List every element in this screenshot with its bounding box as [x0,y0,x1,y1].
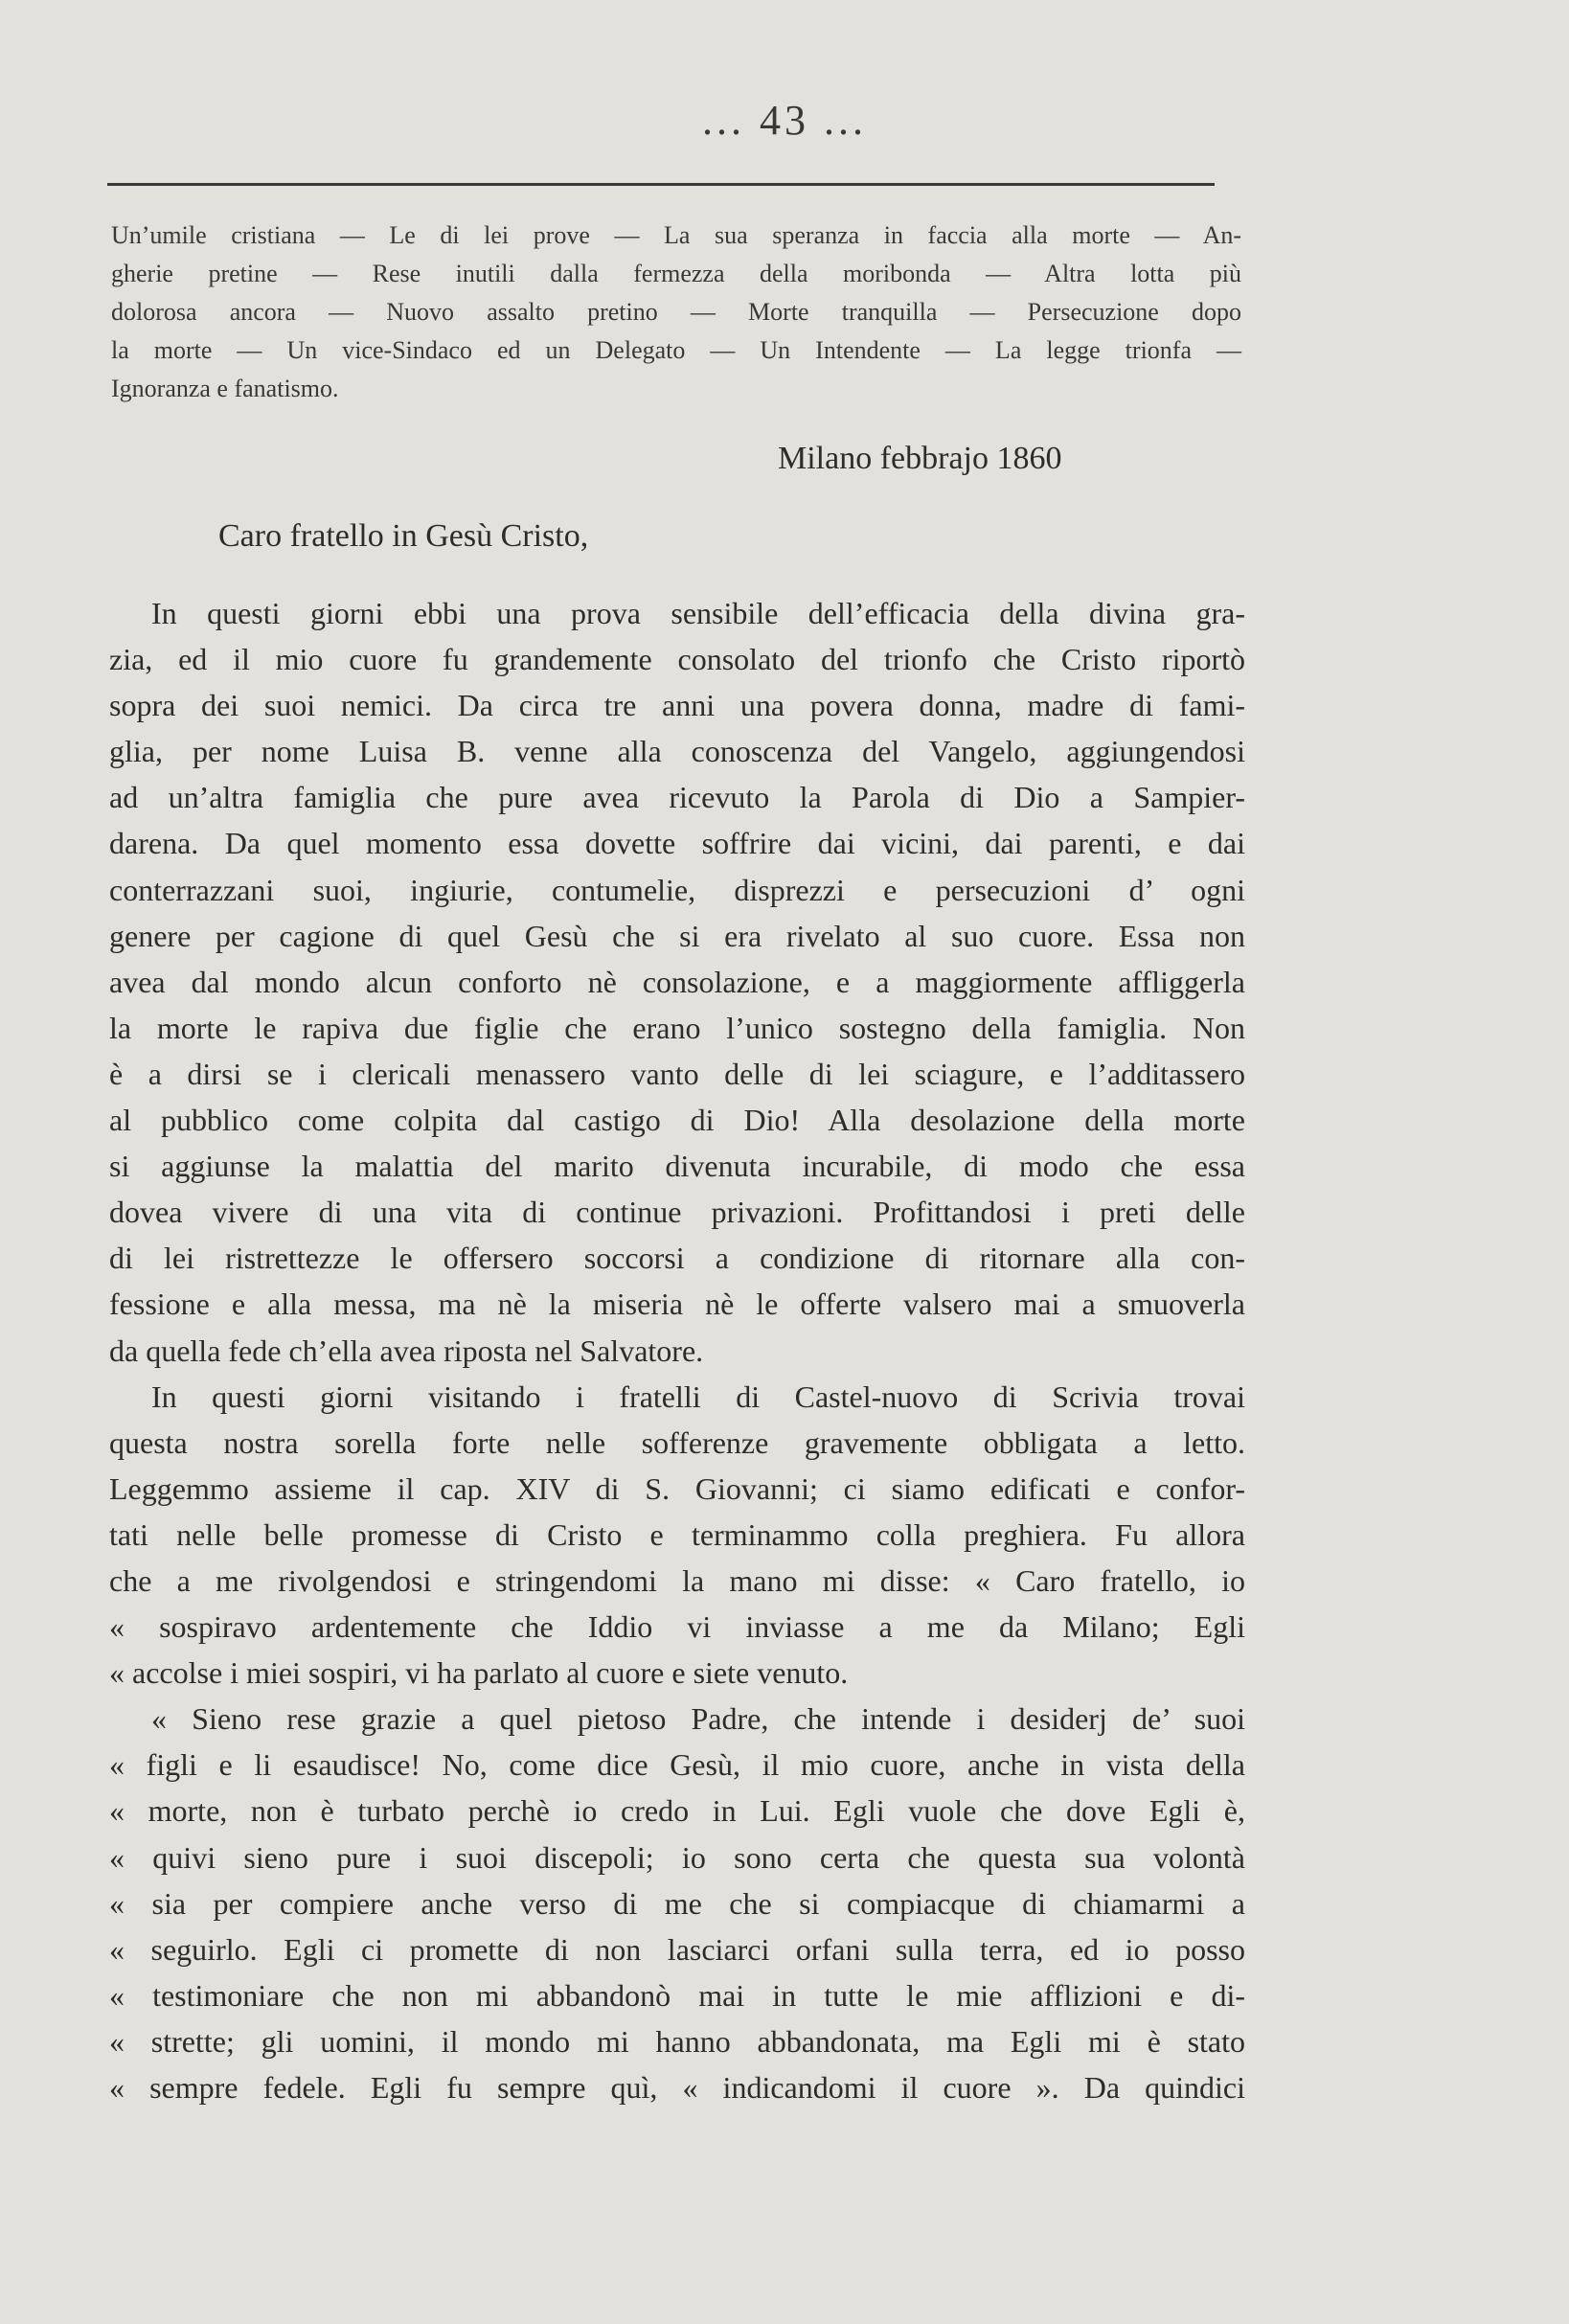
body-line: In questi giorni visitando i fratelli di Castel-nuovo di Scrivia trovai [151,1378,1245,1414]
body-line: glia, per nome Luisa B. venne alla conoscenza del Vangelo, aggiungendosi [109,734,1245,769]
summary-line: gherie pretine — Rese inutili dalla fermezza della moribonda — Altra lotta più [111,260,1241,287]
header-rule [107,183,1215,186]
body-line: zia, ed il mio cuore fu grandemente consolato del trionfo che Cristo riportò [109,642,1245,677]
page-number: ... 43 ... [702,97,867,144]
letter-salutation: Caro fratello in Gesù Cristo, [218,518,589,554]
body-line: « morte, non è turbato perchè io credo in Lui. Egli vuole che dove Egli è, [109,1793,1245,1829]
body-line: conterrazzani suoi, ingiurie, contumelie, disprezzi e persecuzioni d’ ogni [109,872,1245,907]
body-line: « sospiravo ardentemente che Iddio vi inviasse a me da Milano; Egli [109,1609,1245,1645]
body-line: questa nostra sorella forte nelle sofferenze gravemente obbligata a letto. [109,1424,1245,1460]
body-line: al pubblico come colpita dal castigo di Dio! Alla desolazione della morte [109,1103,1245,1138]
body-line: « quivi sieno pure i suoi discepoli; io sono certa che questa sua volontà [109,1839,1245,1875]
body-line: tati nelle belle promesse di Cristo e terminammo colla preghiera. Fu allora [109,1516,1245,1552]
letter-body [109,590,1245,2110]
summary-line: la morte — Un vice-Sindaco ed un Delegato — Un Intendente — La legge trionfa — [111,336,1241,364]
summary-line: Un’umile cristiana — Le di lei prove — La sua speranza in faccia alla morte — An- [111,221,1241,249]
body-line: genere per cagione di quel Gesù che si era rivelato al suo cuore. Essa non [109,918,1245,953]
summary-line: Ignoranza e fanatismo. [111,375,339,402]
body-line: ad un’altra famiglia che pure avea ricevuto la Parola di Dio a Sampier- [109,780,1245,815]
body-line: « seguirlo. Egli ci promette di non lasciarci orfani sulla terra, ed io posso [109,1931,1245,1967]
body-line: che a me rivolgendosi e stringendomi la mano mi disse: « Caro fratello, io [109,1562,1245,1598]
body-line: « sempre fedele. Egli fu sempre quì, « indicandomi il cuore ». Da quindici [109,2070,1245,2105]
summary-line: dolorosa ancora — Nuovo assalto pretino — Morte tranquilla — Persecuzione dopo [111,298,1241,326]
body-line: « testimoniare che non mi abbandonò mai in tutte le mie afflizioni e di- [109,1977,1245,2013]
body-line: è a dirsi se i clericali menassero vanto delle di lei sciagure, e l’additassero [109,1056,1245,1091]
body-line: di lei ristrettezze le offersero soccorsi a condizione di ritornare alla con- [109,1241,1245,1276]
letter-place-date: Milano febbrajo 1860 [778,441,1062,476]
body-line: da quella fede ch’ella avea riposta nel Salvatore. [109,1333,704,1368]
chapter-summary [111,216,1241,408]
body-line: fessione e alla messa, ma nè la miseria nè le offerte valsero mai a smuoverla [109,1287,1245,1322]
body-line: sopra dei suoi nemici. Da circa tre anni una povera donna, madre di fami- [109,688,1245,723]
body-line: « figli e li esaudisce! No, come dice Gesù, il mio cuore, anche in vista della [109,1747,1245,1783]
body-line: la morte le rapiva due figlie che erano l’unico sostegno della famiglia. Non [109,1010,1245,1045]
body-line: « strette; gli uomini, il mondo mi hanno abbandonata, ma Egli mi è stato [109,2023,1245,2059]
body-line: si aggiunse la malattia del marito divenuta incurabile, di modo che essa [109,1149,1245,1184]
body-line: « sia per compiere anche verso di me che si compiacque di chiamarmi a [109,1885,1245,1921]
body-line: avea dal mondo alcun conforto nè consolazione, e a maggiormente affliggerla [109,964,1245,999]
body-line: « accolse i miei sospiri, vi ha parlato al cuore e siete venuto. [109,1655,849,1691]
body-line: darena. Da quel momento essa dovette soffrire dai vicini, dai parenti, e dai [109,826,1245,861]
body-line: « Sieno rese grazie a quel pietoso Padre, che intende i desiderj de’ suoi [151,1701,1245,1737]
body-line: Leggemmo assieme il cap. XIV di S. Giovanni; ci siamo edificati e confor- [109,1470,1245,1506]
body-line: dovea vivere di una vita di continue privazioni. Profittandosi i preti delle [109,1195,1245,1230]
body-line: In questi giorni ebbi una prova sensibile dell’efficacia della divina gra- [151,596,1245,630]
